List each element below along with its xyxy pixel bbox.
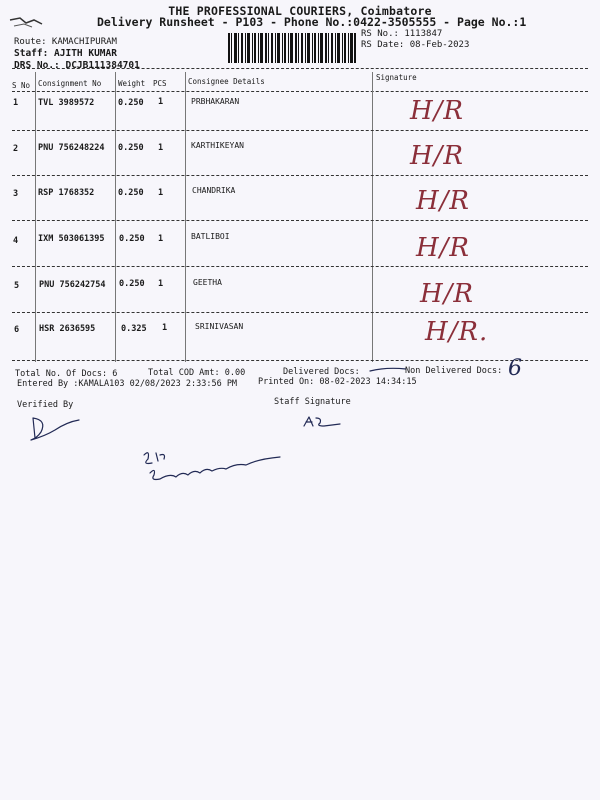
row-pcs: 1 [158,234,164,244]
row-divider [12,312,588,313]
col-divider [185,72,186,362]
row-sno: 2 [13,144,19,154]
row-consignee: SRINIVASAN [195,322,244,331]
row-pcs: 1 [162,323,168,333]
row-signature: H/R. [425,317,489,347]
row-sno: 5 [14,281,20,291]
printed-on: Printed On: 08-02-2023 14:34:15 [258,377,417,387]
row-consignment: PNU 756248224 [38,143,105,153]
rs-number: RS No.: 1113847 [361,29,443,39]
row-consignee: PRBHAKARAN [191,97,240,106]
row-divider [12,266,588,267]
entered-by: Entered By :KAMALA103 02/08/2023 2:33:56 PM [17,379,238,389]
row-pcs: 1 [158,143,164,153]
col-header-sno: S No [12,81,31,90]
row-consignee: GEETHA [193,278,222,287]
col-divider [372,72,373,362]
total-docs: Total No. Of Docs: 6 [15,369,118,379]
row-consignee: KARTHIKEYAN [191,141,244,150]
staff-signature-scribble [300,414,344,430]
row-divider [12,130,588,131]
non-delivered-count-handwritten: 6 [508,356,522,381]
delivered-docs: Delivered Docs: [283,367,360,377]
row-consignment: TVL 3989572 [38,98,95,108]
non-delivered-docs: Non Delivered Docs: [405,366,503,376]
row-weight: 0.250 [118,98,144,108]
col-header-consignee: Consignee Details [188,77,265,86]
row-sno: 1 [13,98,19,108]
col-divider [35,72,36,362]
row-weight: 0.250 [119,279,145,289]
col-header-consignment: Consignment No [38,79,102,88]
header-bottom-rule [12,91,588,92]
row-pcs: 1 [158,279,164,289]
runsheet-title: Delivery Runsheet - P103 - Phone No.:0422-3505555 - Page No.:1 [97,15,527,29]
row-pcs: 1 [158,188,164,198]
row-consignment: RSP 1768352 [38,188,95,198]
delivered-dash-mark [368,366,408,374]
row-weight: 0.250 [118,143,144,153]
verified-by-label: Verified By [17,400,74,410]
col-header-weight: Weight [118,79,146,88]
col-divider [115,72,116,362]
row-sno: 4 [13,236,19,246]
row-weight: 0.250 [118,188,144,198]
row-consignment: IXM 503061395 [38,234,105,244]
table-bottom-rule [12,360,588,361]
rs-date: RS Date: 08-Feb-2023 [361,40,470,50]
route-label: Route: KAMACHIPURAM [14,37,117,47]
row-divider [12,220,588,221]
total-cod: Total COD Amt: 0.00 [148,368,246,378]
row-consignee: BATLIBOI [191,232,230,241]
row-signature: H/R [416,233,471,263]
row-sno: 6 [14,325,20,335]
barcode [228,33,356,63]
row-signature: H/R [416,186,471,216]
verified-signature-scribble [25,412,85,446]
row-consignment: PNU 756242754 [39,280,106,290]
staff-signature-label: Staff Signature [274,397,351,407]
row-sno: 3 [13,189,19,199]
handwritten-signature-scribble [130,445,290,489]
row-weight: 0.250 [119,234,145,244]
staff-label: Staff: AJITH KUMAR [14,48,117,59]
row-signature: H/R [420,279,475,309]
row-signature: H/R [410,96,465,126]
col-header-signature: Signature [376,73,417,82]
row-divider [12,175,588,176]
table-top-rule [12,68,588,69]
drs-number: DRS No.: DCJB111384701 [14,60,140,71]
company-title: THE PROFESSIONAL COURIERS, Coimbatore [168,4,432,18]
row-signature: H/R [410,141,465,171]
row-consignee: CHANDRIKA [192,186,236,195]
col-header-pcs: PCS [153,79,167,88]
row-pcs: 1 [158,97,164,107]
row-weight: 0.325 [121,324,147,334]
row-consignment: HSR 2636595 [39,324,96,334]
